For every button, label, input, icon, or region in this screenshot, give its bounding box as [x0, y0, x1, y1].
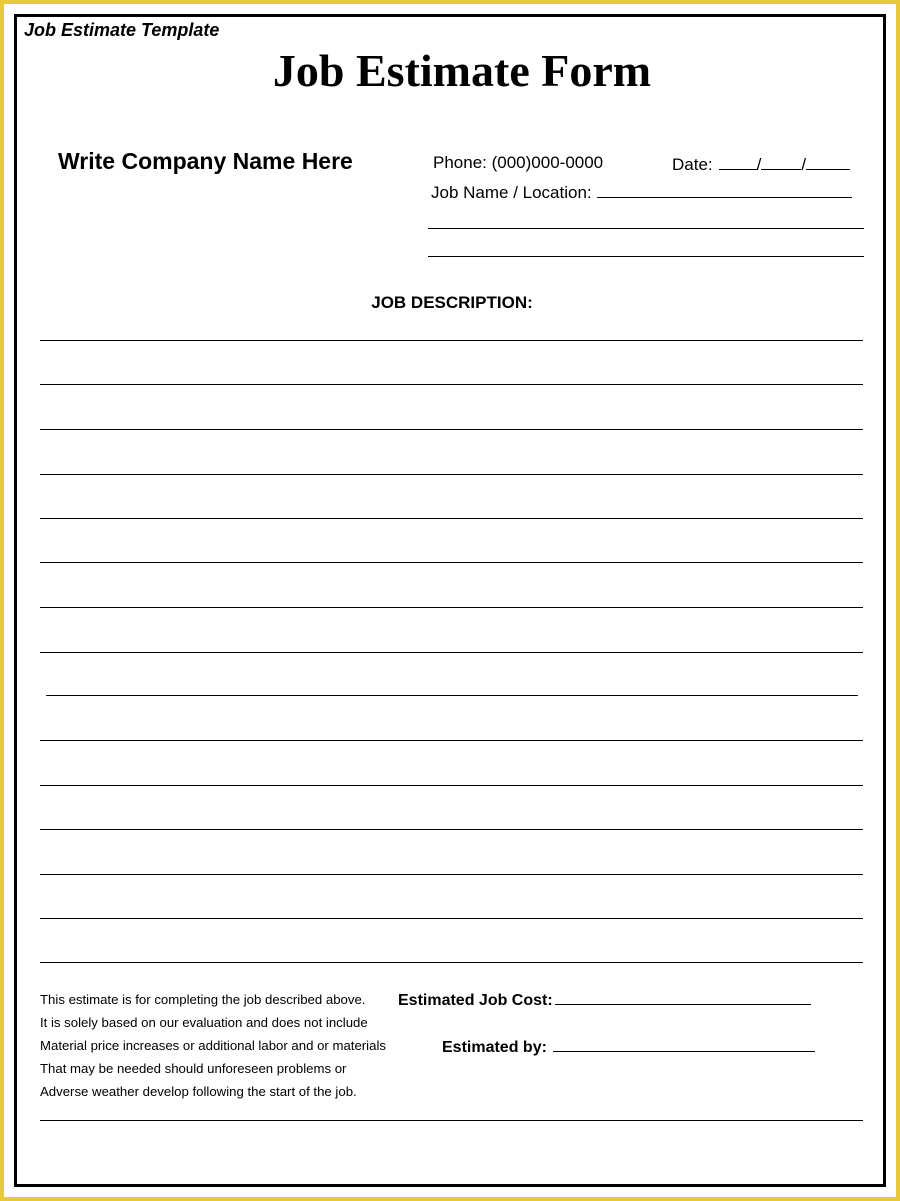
- description-line[interactable]: [40, 607, 863, 608]
- date-label: Date:: [672, 155, 713, 174]
- description-line[interactable]: [40, 652, 863, 653]
- job-name-label: Job Name / Location:: [431, 183, 592, 202]
- disclaimer-line: This estimate is for completing the job described above.: [40, 992, 366, 1007]
- description-line[interactable]: [40, 429, 863, 430]
- company-name-field[interactable]: Write Company Name Here: [58, 148, 353, 174]
- phone-field[interactable]: Phone: (000)000-0000: [433, 153, 604, 172]
- page-title: Job Estimate Form: [272, 45, 652, 96]
- description-line[interactable]: [40, 562, 863, 563]
- description-line[interactable]: [40, 829, 863, 830]
- description-line[interactable]: [40, 384, 863, 385]
- disclaimer-line: Adverse weather develop following the start of the job.: [40, 1084, 357, 1099]
- date-month-blank[interactable]: [719, 153, 757, 170]
- description-line[interactable]: [40, 740, 863, 741]
- estimated-by-field[interactable]: [442, 1035, 815, 1057]
- estimated-cost-label: Estimated Job Cost:: [398, 992, 553, 1009]
- template-tag: Job Estimate Template: [24, 20, 220, 40]
- disclaimer-line: Material price increases or additional labor and or materials: [40, 1038, 386, 1053]
- estimated-cost-field[interactable]: [398, 988, 811, 1010]
- description-line[interactable]: [40, 962, 863, 963]
- date-day-blank[interactable]: [761, 153, 801, 170]
- location-line[interactable]: [428, 228, 864, 229]
- date-field[interactable]: [672, 153, 850, 175]
- signature-line[interactable]: [40, 1120, 863, 1121]
- description-line[interactable]: [40, 785, 863, 786]
- disclaimer-text: [40, 988, 386, 1103]
- job-name-field[interactable]: [431, 181, 852, 203]
- estimated-cost-blank[interactable]: [555, 988, 811, 1005]
- job-name-blank[interactable]: [597, 181, 852, 198]
- date-year-blank[interactable]: [806, 153, 850, 170]
- description-line[interactable]: [40, 474, 863, 475]
- disclaimer-line: That may be needed should unforeseen problems or: [40, 1061, 347, 1076]
- date-separator: /: [801, 155, 807, 174]
- disclaimer-line: It is solely based on our evaluation and does not include: [40, 1015, 368, 1030]
- description-line[interactable]: [40, 918, 863, 919]
- description-line[interactable]: [40, 518, 863, 519]
- description-line[interactable]: [46, 695, 858, 696]
- job-description-label: JOB DESCRIPTION:: [371, 293, 533, 312]
- estimated-by-label: Estimated by:: [442, 1039, 547, 1056]
- estimated-by-blank[interactable]: [553, 1035, 815, 1052]
- location-line[interactable]: [428, 256, 864, 257]
- description-line[interactable]: [40, 874, 863, 875]
- description-line[interactable]: [40, 340, 863, 341]
- date-separator: /: [756, 155, 762, 174]
